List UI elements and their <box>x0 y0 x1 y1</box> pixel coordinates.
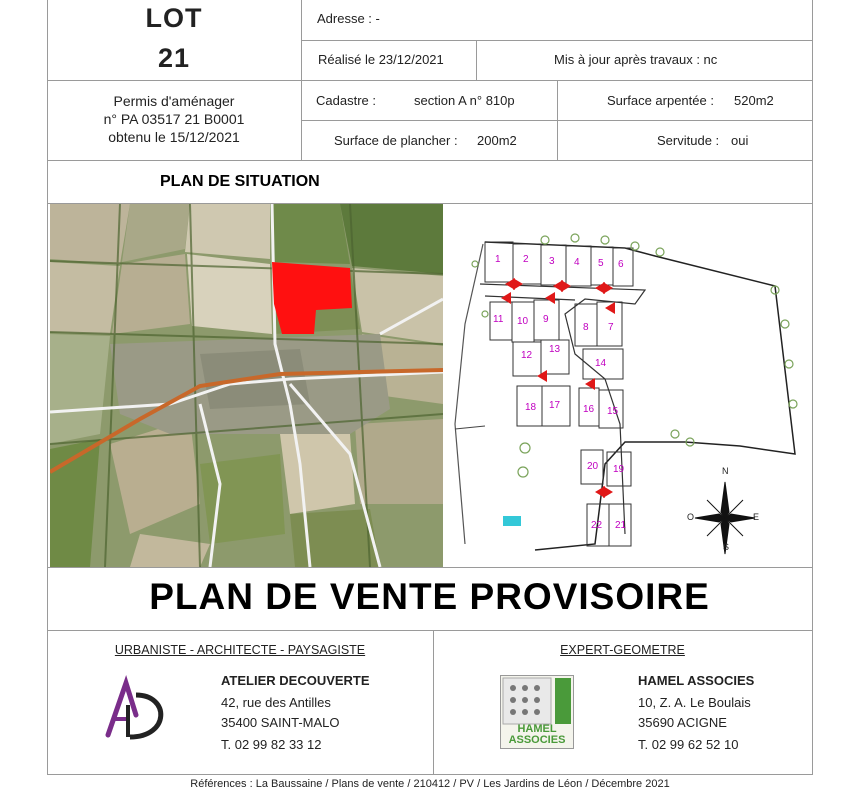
compass-o: O <box>687 512 695 522</box>
lot-num-4: 4 <box>574 257 580 268</box>
mis-a-jour: Mis à jour après travaux : nc <box>554 52 718 67</box>
lot-num-2: 2 <box>523 254 529 265</box>
lot-num-20: 20 <box>587 461 599 472</box>
compass-s: S <box>723 542 730 552</box>
frame-right <box>812 0 813 775</box>
geometre-address1: 10, Z. A. Le Boulais <box>638 695 751 710</box>
references: Références : La Baussaine / Plans de vente / 210412 / PV / Les Jardins de Léon / Décembre 2021 <box>190 778 670 790</box>
geometre-address2: 35690 ACIGNE <box>638 715 727 730</box>
cadastre-value: section A n° 810p <box>414 93 515 108</box>
lot-num-6: 6 <box>618 259 624 270</box>
lot-num-9: 9 <box>543 314 549 325</box>
lot-num-13: 13 <box>549 344 561 355</box>
lot-number: 21 <box>157 43 191 73</box>
hamel-logo-icon <box>501 676 573 726</box>
surface-plancher-label: Surface de plancher : <box>334 133 458 148</box>
hamel-logo-text2: ASSOCIES <box>508 734 566 746</box>
lot-label: LOT <box>145 3 203 33</box>
lot-num-21: 21 <box>615 520 627 531</box>
compass-e: E <box>753 512 760 522</box>
lot-numbers <box>445 204 811 567</box>
hamel-logo-text1: HAMEL <box>517 723 557 735</box>
lot-num-12: 12 <box>521 350 533 361</box>
architect-address2: 35400 SAINT-MALO <box>221 715 340 730</box>
geometre-name: HAMEL ASSOCIES <box>638 673 755 688</box>
lot-num-1: 1 <box>495 254 501 265</box>
lot-num-5: 5 <box>598 258 604 269</box>
architect-name: ATELIER DECOUVERTE <box>221 673 370 688</box>
geometre-phone: T. 02 99 62 52 10 <box>638 737 739 752</box>
lot-num-15: 15 <box>607 406 619 417</box>
architect-role: URBANISTE - ARCHITECTE - PAYSAGISTE <box>114 643 366 657</box>
permis-line3: obtenu le 15/12/2021 <box>108 129 240 145</box>
geometre-role: EXPERT-GEOMETRE <box>560 643 685 657</box>
address: Adresse : - <box>317 11 380 26</box>
lot-num-14: 14 <box>595 358 607 369</box>
plan-situation-title: PLAN DE SITUATION <box>160 173 320 190</box>
lot-num-8: 8 <box>583 322 589 333</box>
servitude-value: oui <box>731 133 749 148</box>
permis-line2: n° PA 03517 21 B0001 <box>103 111 245 127</box>
lot-num-19: 19 <box>613 464 625 475</box>
servitude-label: Servitude : <box>657 133 720 148</box>
lot-num-3: 3 <box>549 256 555 267</box>
surface-plancher-value: 200m2 <box>477 133 517 148</box>
lot-num-22: 22 <box>591 520 603 531</box>
permis-line1: Permis d'aménager <box>113 93 235 109</box>
realise-date: Réalisé le 23/12/2021 <box>318 52 444 67</box>
lot-num-16: 16 <box>583 404 595 415</box>
lot-num-17: 17 <box>549 400 561 411</box>
atelier-decouverte-logo-icon <box>100 675 180 745</box>
aerial-map <box>50 204 443 567</box>
compass-n: N <box>722 466 729 476</box>
cadastre-label: Cadastre : <box>316 93 376 108</box>
lot-num-11: 11 <box>493 314 504 325</box>
surface-arpentee-label: Surface arpentée : <box>607 93 714 108</box>
lot-num-10: 10 <box>517 316 529 327</box>
main-title: PLAN DE VENTE PROVISOIRE <box>149 576 710 617</box>
architect-phone: T. 02 99 82 33 12 <box>221 737 322 752</box>
surface-arpentee-value: 520m2 <box>734 93 774 108</box>
hamel-logo <box>500 675 574 749</box>
lot-num-7: 7 <box>608 322 614 333</box>
architect-address1: 42, rue des Antilles <box>221 695 331 710</box>
lot-num-18: 18 <box>525 402 537 413</box>
